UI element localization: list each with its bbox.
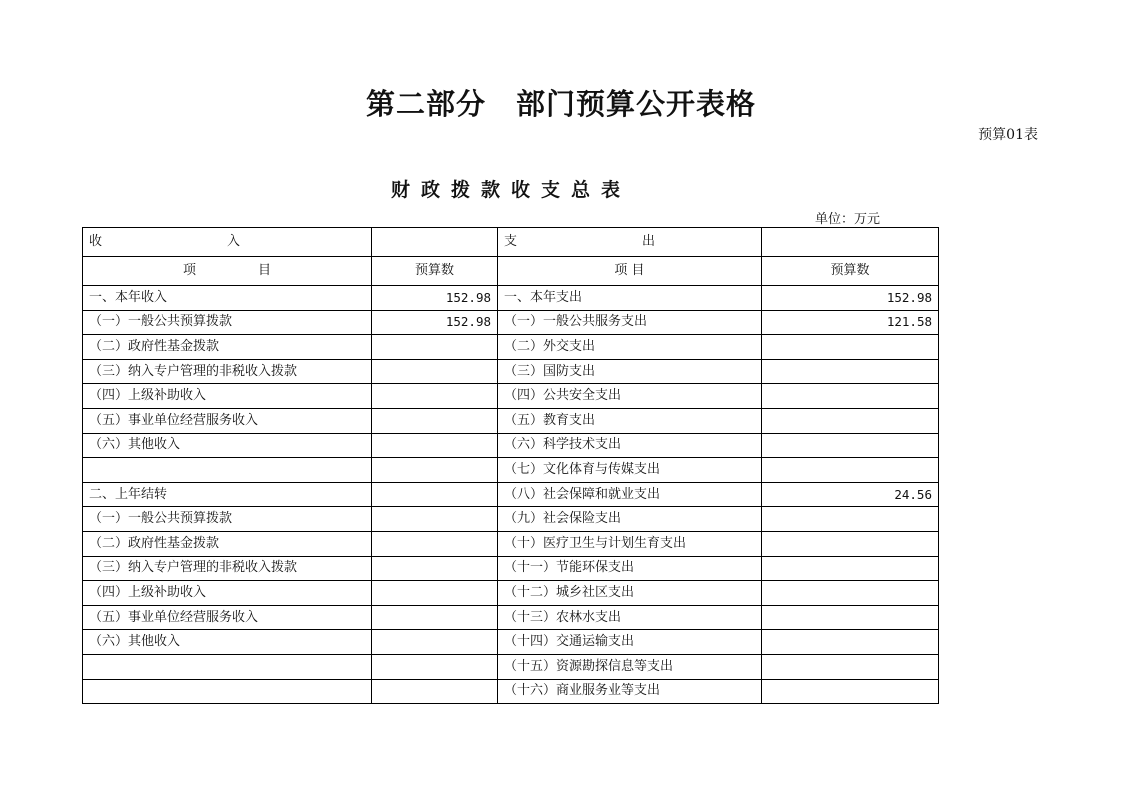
expense-item-cell: （二）外交支出 xyxy=(498,335,762,360)
unit-label: 单位：万元 xyxy=(815,212,881,227)
table-row xyxy=(83,286,939,311)
expense-amount-cell xyxy=(762,581,939,606)
table-row xyxy=(83,556,939,581)
expense-amount-cell xyxy=(762,433,939,458)
expense-item-cell: （五）教育支出 xyxy=(498,408,762,433)
income-amount-cell xyxy=(372,458,498,483)
income-item-cell xyxy=(83,458,372,483)
income-item-cell: 二、上年结转 xyxy=(83,482,372,507)
expense-item-cell: （七）文化体育与传媒支出 xyxy=(498,458,762,483)
expense-amount-cell xyxy=(762,458,939,483)
income-amount-cell xyxy=(372,654,498,679)
income-amount-cell xyxy=(372,482,498,507)
income-amount-cell: 152.98 xyxy=(372,310,498,335)
expense-item-cell: （十）医疗卫生与计划生育支出 xyxy=(498,531,762,556)
expense-amount-cell xyxy=(762,335,939,360)
expense-amount-cell xyxy=(762,507,939,532)
expense-item-cell: （一）一般公共服务支出 xyxy=(498,310,762,335)
expense-amount-cell xyxy=(762,384,939,409)
header-row-columns xyxy=(83,257,939,286)
income-item-cell: （三）纳入专户管理的非税收入拨款 xyxy=(83,359,372,384)
table-row xyxy=(83,531,939,556)
expense-item-cell: （十一）节能环保支出 xyxy=(498,556,762,581)
expense-amount-cell xyxy=(762,531,939,556)
expense-item-cell: 一、本年支出 xyxy=(498,286,762,311)
income-amount-cell xyxy=(372,581,498,606)
income-amount-cell xyxy=(372,408,498,433)
expense-item-cell: （十三）农林水支出 xyxy=(498,605,762,630)
table-row xyxy=(83,679,939,704)
expense-amount-cell xyxy=(762,556,939,581)
table-row xyxy=(83,433,939,458)
expense-budget-header: 预算数 xyxy=(762,257,939,286)
table-row xyxy=(83,482,939,507)
income-item-cell: （三）纳入专户管理的非税收入拨款 xyxy=(83,556,372,581)
expense-item-cell: （九）社会保险支出 xyxy=(498,507,762,532)
expense-item-cell: （四）公共安全支出 xyxy=(498,384,762,409)
expense-item-cell: （三）国防支出 xyxy=(498,359,762,384)
table-row xyxy=(83,458,939,483)
income-amount-cell xyxy=(372,384,498,409)
expense-group-blank xyxy=(762,228,939,257)
income-amount-cell: 152.98 xyxy=(372,286,498,311)
expense-group-header: 支 出 xyxy=(498,228,762,257)
income-item-cell: （四）上级补助收入 xyxy=(83,384,372,409)
income-item-cell xyxy=(83,654,372,679)
income-amount-cell xyxy=(372,679,498,704)
form-code: 预算01表 xyxy=(978,127,1038,143)
income-item-cell: （一）一般公共预算拨款 xyxy=(83,507,372,532)
expense-amount-cell: 152.98 xyxy=(762,286,939,311)
income-amount-cell xyxy=(372,630,498,655)
expense-amount-cell: 121.58 xyxy=(762,310,939,335)
income-item-cell: （五）事业单位经营服务收入 xyxy=(83,408,372,433)
income-item-header: 项 目 xyxy=(83,257,372,286)
income-amount-cell xyxy=(372,359,498,384)
income-item-cell xyxy=(83,679,372,704)
expense-item-cell: （十六）商业服务业等支出 xyxy=(498,679,762,704)
income-amount-cell xyxy=(372,507,498,532)
table-row xyxy=(83,605,939,630)
income-item-cell: 一、本年收入 xyxy=(83,286,372,311)
income-amount-cell xyxy=(372,605,498,630)
expense-item-cell: （十四）交通运输支出 xyxy=(498,630,762,655)
income-amount-cell xyxy=(372,433,498,458)
table-row xyxy=(83,310,939,335)
expense-amount-cell xyxy=(762,408,939,433)
income-item-cell: （五）事业单位经营服务收入 xyxy=(83,605,372,630)
income-item-cell: （二）政府性基金拨款 xyxy=(83,335,372,360)
expense-item-cell: （六）科学技术支出 xyxy=(498,433,762,458)
expense-item-header: 项 目 xyxy=(498,257,762,286)
income-item-cell: （一）一般公共预算拨款 xyxy=(83,310,372,335)
table-row xyxy=(83,581,939,606)
budget-table xyxy=(82,227,939,704)
expense-item-cell: （八）社会保障和就业支出 xyxy=(498,482,762,507)
income-group-header: 收 入 xyxy=(83,228,372,257)
table-row xyxy=(83,408,939,433)
expense-amount-cell xyxy=(762,359,939,384)
table-row xyxy=(83,654,939,679)
table-row xyxy=(83,335,939,360)
expense-amount-cell: 24.56 xyxy=(762,482,939,507)
income-group-blank xyxy=(372,228,498,257)
income-item-cell: （四）上级补助收入 xyxy=(83,581,372,606)
income-item-cell: （二）政府性基金拨款 xyxy=(83,531,372,556)
table-row xyxy=(83,507,939,532)
page-title: 第二部分 部门预算公开表格 xyxy=(365,87,756,121)
income-amount-cell xyxy=(372,556,498,581)
income-amount-cell xyxy=(372,531,498,556)
income-budget-header: 预算数 xyxy=(372,257,498,286)
table-row xyxy=(83,630,939,655)
table-row xyxy=(83,359,939,384)
table-row xyxy=(83,384,939,409)
expense-amount-cell xyxy=(762,654,939,679)
income-item-cell: （六）其他收入 xyxy=(83,630,372,655)
expense-item-cell: （十二）城乡社区支出 xyxy=(498,581,762,606)
table-title: 财政拨款收支总表 xyxy=(390,179,631,201)
expense-amount-cell xyxy=(762,605,939,630)
header-row-group xyxy=(83,228,939,257)
expense-item-cell: （十五）资源勘探信息等支出 xyxy=(498,654,762,679)
income-amount-cell xyxy=(372,335,498,360)
expense-amount-cell xyxy=(762,679,939,704)
expense-amount-cell xyxy=(762,630,939,655)
income-item-cell: （六）其他收入 xyxy=(83,433,372,458)
